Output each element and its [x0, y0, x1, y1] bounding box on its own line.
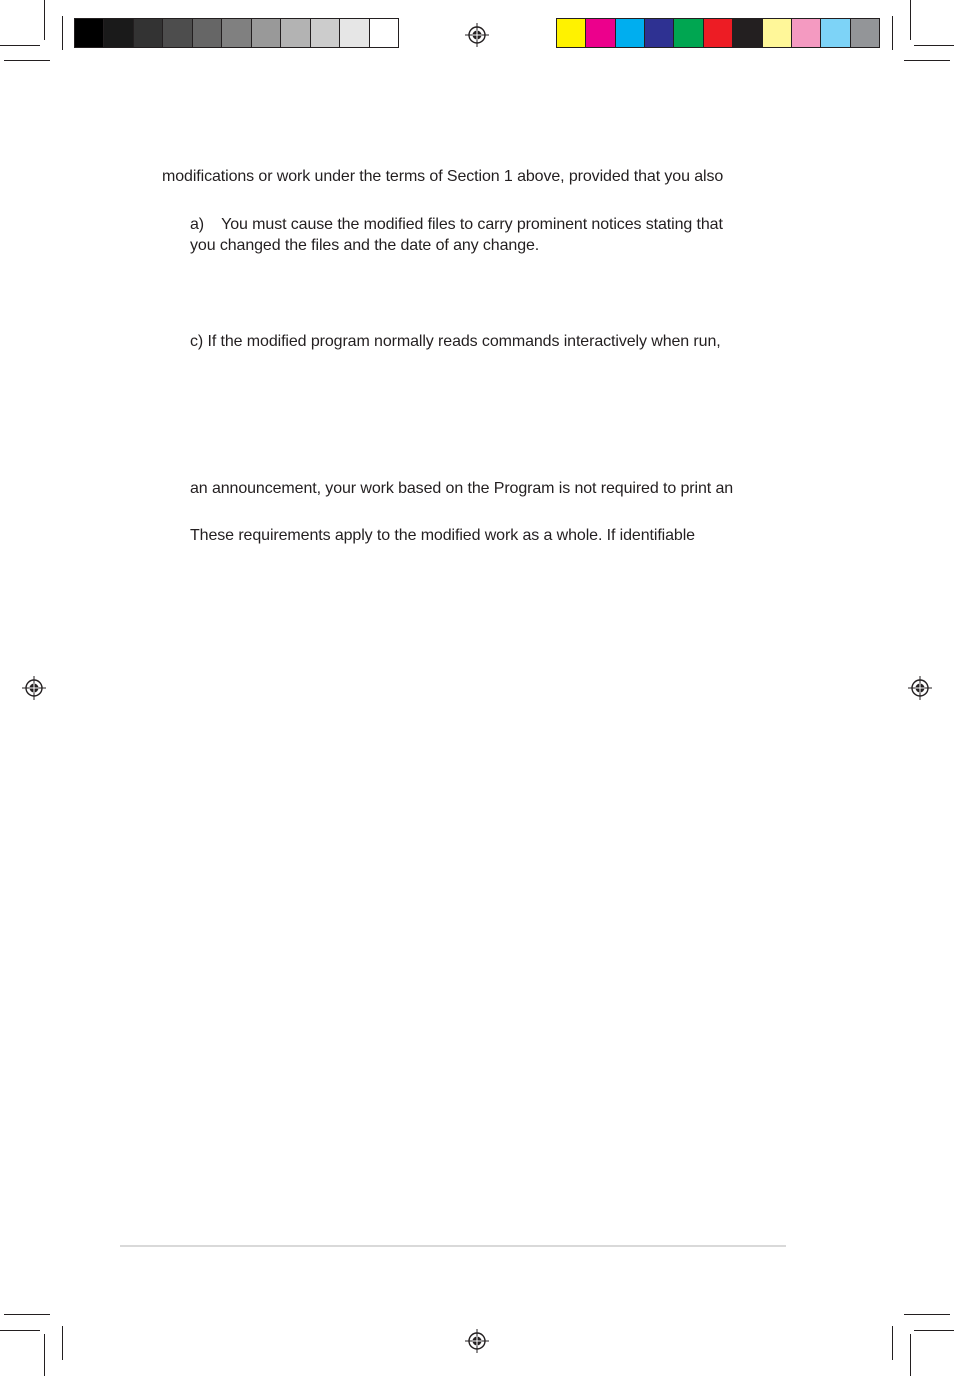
crop-mark: [910, 1334, 911, 1376]
crop-mark: [904, 1314, 950, 1315]
color-bar: [556, 18, 880, 48]
color-swatch: [645, 19, 674, 47]
registration-mark-icon: [22, 676, 46, 700]
color-swatch: [616, 19, 645, 47]
color-swatch: [252, 19, 281, 47]
color-swatch: [104, 19, 133, 47]
list-item-a: a) You must cause the modified files to carry prominent notices stating that: [190, 216, 723, 233]
color-swatch: [134, 19, 163, 47]
color-swatch: [163, 19, 192, 47]
crop-mark: [62, 1326, 63, 1360]
color-swatch: [821, 19, 850, 47]
color-swatch: [792, 19, 821, 47]
color-swatch: [75, 19, 104, 47]
color-swatch: [222, 19, 251, 47]
color-swatch: [733, 19, 762, 47]
footer-divider: [120, 1245, 786, 1247]
color-swatch: [281, 19, 310, 47]
registration-mark-icon: [465, 1329, 489, 1353]
color-swatch: [370, 19, 398, 47]
color-swatch: [557, 19, 586, 47]
crop-mark: [0, 1330, 40, 1331]
color-swatch: [586, 19, 615, 47]
crop-mark: [62, 16, 63, 50]
crop-mark: [44, 1334, 45, 1376]
color-swatch: [193, 19, 222, 47]
crop-mark: [904, 60, 950, 61]
grayscale-bar: [74, 18, 399, 48]
color-swatch: [340, 19, 369, 47]
crop-mark: [914, 1330, 954, 1331]
registration-mark-icon: [465, 23, 489, 47]
crop-mark: [4, 1314, 50, 1315]
crop-mark: [910, 0, 911, 40]
color-swatch: [311, 19, 340, 47]
paragraph-line: modifications or work under the terms of Section 1 above, provided that you also: [162, 168, 724, 185]
color-swatch: [763, 19, 792, 47]
crop-mark: [892, 16, 893, 50]
paragraph-line: an announcement, your work based on the Program is not required to print an: [190, 480, 734, 497]
crop-mark: [892, 1326, 893, 1360]
paragraph-line: These requirements apply to the modified work as a whole. If identifiable: [190, 527, 695, 544]
crop-mark: [44, 0, 45, 40]
color-swatch: [704, 19, 733, 47]
crop-mark: [4, 60, 50, 61]
registration-mark-icon: [908, 676, 932, 700]
list-item-c: c) If the modified program normally reads commands interactively when run,: [190, 333, 721, 350]
list-item-a-continued: you changed the files and the date of any change.: [190, 237, 540, 254]
color-swatch: [851, 19, 879, 47]
color-swatch: [674, 19, 703, 47]
crop-mark: [0, 45, 40, 46]
crop-mark: [914, 45, 954, 46]
